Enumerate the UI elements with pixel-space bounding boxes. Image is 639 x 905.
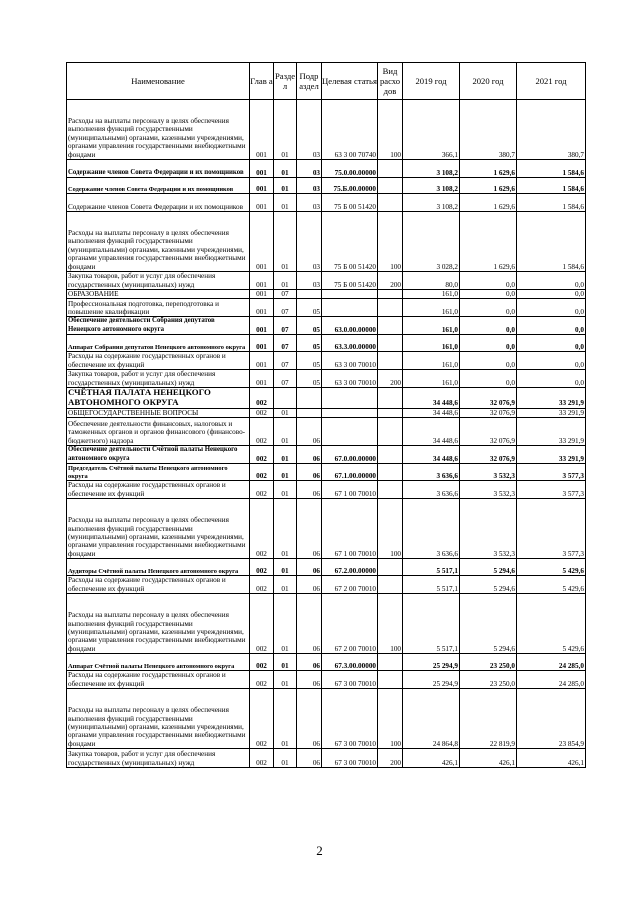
cell-2021: 33 291,9	[517, 446, 586, 464]
cell-2020: 0,0	[460, 335, 517, 352]
cell-podrazdel	[297, 408, 322, 417]
col-header-razdel: Разде л	[274, 63, 297, 100]
col-header-name: Наименование	[67, 63, 250, 100]
row-name: Расходы на содержание государственных органов и обеспечение их функций	[67, 481, 250, 499]
page-number: 2	[316, 843, 323, 858]
col-header-2021: 2021 год	[517, 63, 586, 100]
cell-glava: 002	[250, 388, 274, 409]
cell-2021: 0,0	[517, 272, 586, 290]
cell-2021: 0,0	[517, 299, 586, 317]
cell-2019: 3 636,6	[403, 481, 460, 499]
cell-2019: 161,0	[403, 317, 460, 335]
cell-razdel: 01	[274, 559, 297, 576]
cell-podrazdel: 06	[297, 576, 322, 594]
cell-expense-type	[378, 290, 403, 299]
col-header-expense-type: Вид расхо дов	[378, 63, 403, 100]
cell-2020: 0,0	[460, 290, 517, 299]
cell-target-article	[322, 299, 378, 317]
cell-target-article: 67 2 00 70010	[322, 576, 378, 594]
table-row	[67, 370, 586, 388]
cell-target-article: 67 2 00 70010	[322, 594, 378, 654]
cell-razdel: 01	[274, 446, 297, 464]
cell-razdel: 01	[274, 749, 297, 768]
row-name: ОБЩЕГОСУДАРСТВЕННЫЕ ВОПРОСЫ	[67, 408, 250, 417]
cell-target-article: 75 Б 00 51420	[322, 272, 378, 290]
cell-2020: 1 629,6	[460, 178, 517, 194]
cell-2021: 0,0	[517, 370, 586, 388]
row-name: Аудиторы Счётной палаты Ненецкого автономного округа	[67, 559, 250, 576]
table-row	[67, 317, 586, 335]
cell-target-article	[322, 388, 378, 409]
cell-expense-type	[378, 654, 403, 671]
cell-2019: 161,0	[403, 370, 460, 388]
table-row	[67, 290, 586, 299]
table-row	[67, 388, 586, 409]
row-name: Председатель Счётной палаты Ненецкого автономного округа	[67, 464, 250, 481]
cell-2021: 5 429,6	[517, 559, 586, 576]
cell-2021: 33 291,9	[517, 388, 586, 409]
cell-glava: 002	[250, 481, 274, 499]
cell-podrazdel: 06	[297, 499, 322, 559]
cell-razdel: 01	[274, 194, 297, 212]
row-name: Аппарат Собрания депутатов Ненецкого автономного округа	[67, 335, 250, 352]
budget-table	[66, 62, 586, 768]
table-row	[67, 335, 586, 352]
cell-razdel: 01	[274, 499, 297, 559]
cell-glava: 002	[250, 559, 274, 576]
cell-razdel: 07	[274, 317, 297, 335]
cell-glava: 001	[250, 272, 274, 290]
cell-2021: 24 285,0	[517, 671, 586, 689]
cell-2021: 3 577,3	[517, 481, 586, 499]
cell-glava: 002	[250, 671, 274, 689]
cell-2020: 5 294,6	[460, 576, 517, 594]
cell-razdel: 07	[274, 335, 297, 352]
cell-target-article: 63.3.00.00000	[322, 335, 378, 352]
row-name: Закупка товаров, работ и услуг для обеспечения государственных (муниципальных) нужд	[67, 370, 250, 388]
cell-2020: 22 819,9	[460, 689, 517, 749]
row-name: Расходы на выплаты персоналу в целях обеспечения выполнения функций государственными (муниципальными) органами, казенными учреждениями, органами управления государственными внебюджетными фондами	[67, 499, 250, 559]
cell-expense-type: 100	[378, 212, 403, 272]
cell-razdel: 07	[274, 290, 297, 299]
cell-target-article: 75.0.00.00000	[322, 160, 378, 178]
cell-2021: 0,0	[517, 352, 586, 370]
cell-podrazdel: 06	[297, 749, 322, 768]
cell-razdel: 01	[274, 418, 297, 446]
table-row	[67, 481, 586, 499]
cell-razdel: 01	[274, 100, 297, 160]
cell-razdel: 07	[274, 352, 297, 370]
cell-podrazdel	[297, 388, 322, 409]
cell-2019: 426,1	[403, 749, 460, 768]
cell-2020: 32 076,9	[460, 408, 517, 417]
cell-expense-type	[378, 352, 403, 370]
cell-glava: 001	[250, 212, 274, 272]
cell-expense-type	[378, 408, 403, 417]
table-row	[67, 594, 586, 654]
cell-podrazdel: 06	[297, 418, 322, 446]
table-row	[67, 212, 586, 272]
row-name: Обеспечение деятельности Счётной палаты Ненецкого автономного округа	[67, 446, 250, 464]
cell-2019: 5 517,1	[403, 576, 460, 594]
cell-razdel: 01	[274, 272, 297, 290]
table-row	[67, 654, 586, 671]
cell-2021: 380,7	[517, 100, 586, 160]
cell-2019: 366,1	[403, 100, 460, 160]
cell-target-article: 67 3 00 70010	[322, 689, 378, 749]
cell-glava: 001	[250, 194, 274, 212]
row-name: Содержание членов Совета Федерации и их помощников	[67, 160, 250, 178]
cell-podrazdel: 03	[297, 100, 322, 160]
cell-glava: 001	[250, 160, 274, 178]
cell-2019: 34 448,6	[403, 388, 460, 409]
cell-podrazdel: 05	[297, 335, 322, 352]
cell-2020: 23 250,0	[460, 654, 517, 671]
cell-2020: 1 629,6	[460, 194, 517, 212]
table-header-row	[67, 63, 586, 100]
cell-podrazdel: 05	[297, 370, 322, 388]
cell-razdel	[274, 388, 297, 409]
cell-2019: 5 517,1	[403, 559, 460, 576]
col-header-target-article: Целевая статья	[322, 63, 378, 100]
cell-podrazdel: 06	[297, 654, 322, 671]
col-header-2019: 2019 год	[403, 63, 460, 100]
cell-2019: 25 294,9	[403, 671, 460, 689]
cell-2019: 25 294,9	[403, 654, 460, 671]
row-name: ОБРАЗОВАНИЕ	[67, 290, 250, 299]
cell-2020: 0,0	[460, 299, 517, 317]
cell-target-article: 75 Б 00 51420	[322, 194, 378, 212]
cell-target-article: 63 3 00 70740	[322, 100, 378, 160]
cell-glava: 001	[250, 352, 274, 370]
cell-2019: 3 636,6	[403, 499, 460, 559]
cell-2021: 0,0	[517, 290, 586, 299]
cell-target-article: 67 1 00 70010	[322, 499, 378, 559]
cell-target-article: 63 3 00 70010	[322, 352, 378, 370]
cell-target-article: 75.Б.00.00000	[322, 178, 378, 194]
cell-target-article: 67 3 00 70010	[322, 749, 378, 768]
cell-podrazdel: 03	[297, 178, 322, 194]
cell-expense-type: 100	[378, 100, 403, 160]
cell-2019: 161,0	[403, 335, 460, 352]
cell-2019: 34 448,6	[403, 418, 460, 446]
row-name: Расходы на содержание государственных органов и обеспечение их функций	[67, 576, 250, 594]
row-name: Содержание членов Совета Федерации и их помощников	[67, 194, 250, 212]
cell-razdel: 01	[274, 671, 297, 689]
cell-podrazdel: 05	[297, 352, 322, 370]
cell-glava: 001	[250, 100, 274, 160]
cell-2021: 23 854,9	[517, 689, 586, 749]
cell-2019: 80,0	[403, 272, 460, 290]
cell-target-article: 67 1 00 70010	[322, 481, 378, 499]
cell-2020: 426,1	[460, 749, 517, 768]
cell-podrazdel: 06	[297, 559, 322, 576]
cell-expense-type: 100	[378, 689, 403, 749]
cell-podrazdel: 06	[297, 671, 322, 689]
cell-target-article: 67.1.00.00000	[322, 464, 378, 481]
cell-glava: 001	[250, 335, 274, 352]
col-header-2020: 2020 год	[460, 63, 517, 100]
cell-glava: 001	[250, 299, 274, 317]
cell-glava: 002	[250, 689, 274, 749]
cell-razdel: 01	[274, 212, 297, 272]
row-name: Закупка товаров, работ и услуг для обеспечения государственных (муниципальных) нужд	[67, 749, 250, 768]
cell-2021: 5 429,6	[517, 594, 586, 654]
cell-2020: 3 532,3	[460, 499, 517, 559]
cell-2019: 5 517,1	[403, 594, 460, 654]
cell-target-article: 63 3 00 70010	[322, 370, 378, 388]
table-row	[67, 272, 586, 290]
table-row	[67, 464, 586, 481]
table-row	[67, 408, 586, 417]
cell-expense-type	[378, 671, 403, 689]
cell-expense-type	[378, 299, 403, 317]
cell-2021: 5 429,6	[517, 576, 586, 594]
cell-2019: 3 108,2	[403, 194, 460, 212]
cell-podrazdel: 05	[297, 317, 322, 335]
cell-glava: 002	[250, 446, 274, 464]
cell-2020: 1 629,6	[460, 212, 517, 272]
cell-2021: 33 291,9	[517, 408, 586, 417]
cell-2019: 34 448,6	[403, 408, 460, 417]
cell-2020: 23 250,0	[460, 671, 517, 689]
cell-expense-type	[378, 559, 403, 576]
cell-target-article	[322, 418, 378, 446]
table-row	[67, 100, 586, 160]
cell-expense-type	[378, 576, 403, 594]
cell-2019: 161,0	[403, 299, 460, 317]
cell-podrazdel: 06	[297, 594, 322, 654]
cell-razdel: 01	[274, 178, 297, 194]
cell-2021: 1 584,6	[517, 212, 586, 272]
cell-2019: 161,0	[403, 290, 460, 299]
cell-glava: 002	[250, 594, 274, 654]
cell-razdel: 01	[274, 160, 297, 178]
cell-razdel: 01	[274, 654, 297, 671]
cell-expense-type	[378, 464, 403, 481]
cell-target-article: 75 Б 00 51420	[322, 212, 378, 272]
cell-expense-type: 200	[378, 749, 403, 768]
cell-2021: 3 577,3	[517, 499, 586, 559]
cell-2021: 1 584,6	[517, 194, 586, 212]
cell-2021: 0,0	[517, 335, 586, 352]
col-header-glava: Глав а	[250, 63, 274, 100]
row-name: Закупка товаров, работ и услуг для обеспечения государственных (муниципальных) нужд	[67, 272, 250, 290]
table-row	[67, 418, 586, 446]
row-name: Обеспечение деятельности Собрания депутатов Ненецкого автономного округа	[67, 317, 250, 335]
cell-razdel: 07	[274, 370, 297, 388]
cell-glava: 001	[250, 317, 274, 335]
cell-razdel: 01	[274, 464, 297, 481]
cell-target-article: 67.3.00.00000	[322, 654, 378, 671]
cell-target-article: 67.2.00.00000	[322, 559, 378, 576]
row-name: Расходы на выплаты персоналу в целях обеспечения выполнения функций государственными (муниципальными) органами, казенными учреждениями, органами управления государственными внебюджетными фондами	[67, 594, 250, 654]
table-row	[67, 178, 586, 194]
cell-podrazdel: 06	[297, 446, 322, 464]
cell-2020: 3 532,3	[460, 481, 517, 499]
table-row	[67, 671, 586, 689]
cell-2019: 3 108,2	[403, 178, 460, 194]
cell-target-article	[322, 290, 378, 299]
table-row	[67, 194, 586, 212]
row-name: Расходы на выплаты персоналу в целях обеспечения выполнения функций государственными (муниципальными) органами, казенными учреждениями, органами управления государственными внебюджетными фондами	[67, 689, 250, 749]
row-name: СЧЁТНАЯ ПАЛАТА НЕНЕЦКОГО АВТОНОМНОГО ОКРУГА	[67, 388, 250, 409]
table-row	[67, 446, 586, 464]
cell-2020: 0,0	[460, 272, 517, 290]
cell-target-article: 63.0.00.00000	[322, 317, 378, 335]
cell-expense-type	[378, 418, 403, 446]
cell-2020: 32 076,9	[460, 388, 517, 409]
cell-2020: 0,0	[460, 317, 517, 335]
row-name: Профессиональная подготовка, переподготовка и повышение квалификации	[67, 299, 250, 317]
cell-2020: 3 532,3	[460, 464, 517, 481]
cell-2021: 33 291,9	[517, 418, 586, 446]
table-row	[67, 499, 586, 559]
cell-podrazdel	[297, 290, 322, 299]
cell-expense-type	[378, 178, 403, 194]
table-body	[67, 100, 586, 768]
cell-2019: 161,0	[403, 352, 460, 370]
cell-glava: 002	[250, 418, 274, 446]
cell-glava: 002	[250, 408, 274, 417]
cell-razdel: 01	[274, 576, 297, 594]
cell-glava: 002	[250, 464, 274, 481]
cell-expense-type	[378, 446, 403, 464]
cell-2021: 24 285,0	[517, 654, 586, 671]
cell-2020: 380,7	[460, 100, 517, 160]
cell-2021: 3 577,3	[517, 464, 586, 481]
cell-glava: 002	[250, 576, 274, 594]
cell-podrazdel: 03	[297, 160, 322, 178]
cell-razdel: 01	[274, 689, 297, 749]
cell-target-article	[322, 408, 378, 417]
cell-2020: 32 076,9	[460, 418, 517, 446]
cell-target-article: 67 3 00 70010	[322, 671, 378, 689]
cell-2019: 3 108,2	[403, 160, 460, 178]
table-row	[67, 689, 586, 749]
cell-2020: 0,0	[460, 352, 517, 370]
cell-podrazdel: 05	[297, 299, 322, 317]
row-name: Расходы на выплаты персоналу в целях обеспечения выполнения функций государственными (муниципальными) органами, казенными учреждениями, органами управления государственными внебюджетными фондами	[67, 100, 250, 160]
cell-glava: 001	[250, 290, 274, 299]
cell-expense-type	[378, 160, 403, 178]
cell-razdel: 01	[274, 481, 297, 499]
cell-glava: 002	[250, 749, 274, 768]
table-row	[67, 576, 586, 594]
cell-expense-type: 200	[378, 370, 403, 388]
cell-2019: 34 448,6	[403, 446, 460, 464]
cell-glava: 002	[250, 654, 274, 671]
cell-expense-type	[378, 388, 403, 409]
cell-podrazdel: 06	[297, 689, 322, 749]
cell-glava: 001	[250, 370, 274, 388]
table-row	[67, 352, 586, 370]
cell-podrazdel: 03	[297, 272, 322, 290]
cell-2021: 1 584,6	[517, 178, 586, 194]
cell-2021: 426,1	[517, 749, 586, 768]
cell-podrazdel: 03	[297, 194, 322, 212]
cell-expense-type	[378, 335, 403, 352]
row-name: Содержание членов Совета Федерации и их помощников	[67, 178, 250, 194]
table-row	[67, 299, 586, 317]
cell-2019: 3 028,2	[403, 212, 460, 272]
col-header-podrazdel: Подр аздел	[297, 63, 322, 100]
cell-podrazdel: 06	[297, 464, 322, 481]
row-name: Расходы на содержание государственных органов и обеспечение их функций	[67, 352, 250, 370]
cell-expense-type	[378, 194, 403, 212]
row-name: Обеспечение деятельности финансовых, налоговых и таможенных органов и органов финансового (финансово-бюджетного) надзора	[67, 418, 250, 446]
cell-razdel: 01	[274, 408, 297, 417]
cell-target-article: 67.0.00.00000	[322, 446, 378, 464]
cell-2021: 1 584,6	[517, 160, 586, 178]
cell-razdel: 01	[274, 594, 297, 654]
cell-2020: 1 629,6	[460, 160, 517, 178]
cell-2019: 3 636,6	[403, 464, 460, 481]
cell-2020: 5 294,6	[460, 594, 517, 654]
row-name: Аппарат Счётной палаты Ненецкого автономного округа	[67, 654, 250, 671]
row-name: Расходы на выплаты персоналу в целях обеспечения выполнения функций государственными (муниципальными) органами, казенными учреждениями, органами управления государственными внебюджетными фондами	[67, 212, 250, 272]
cell-razdel: 07	[274, 299, 297, 317]
cell-expense-type: 200	[378, 272, 403, 290]
cell-podrazdel: 06	[297, 481, 322, 499]
table-row	[67, 559, 586, 576]
cell-2019: 24 864,8	[403, 689, 460, 749]
cell-2021: 0,0	[517, 317, 586, 335]
cell-expense-type	[378, 481, 403, 499]
cell-expense-type: 100	[378, 594, 403, 654]
cell-expense-type: 100	[378, 499, 403, 559]
cell-2020: 32 076,9	[460, 446, 517, 464]
cell-2020: 5 294,6	[460, 559, 517, 576]
cell-glava: 002	[250, 499, 274, 559]
table-row	[67, 160, 586, 178]
row-name: Расходы на содержание государственных органов и обеспечение их функций	[67, 671, 250, 689]
cell-2020: 0,0	[460, 370, 517, 388]
cell-expense-type	[378, 317, 403, 335]
cell-podrazdel: 03	[297, 212, 322, 272]
cell-glava: 001	[250, 178, 274, 194]
table-row	[67, 749, 586, 768]
